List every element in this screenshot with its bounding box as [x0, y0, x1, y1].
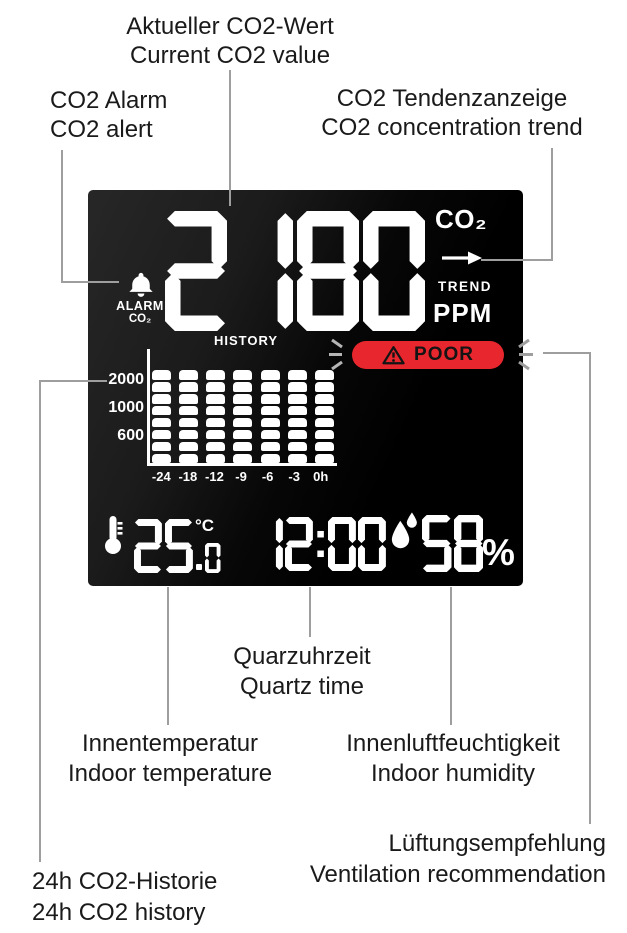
annotation-history-en: 24h CO2 history	[32, 899, 206, 926]
annotation-quartz-en: Quartz time	[239, 673, 365, 700]
temperature-decimal-digit	[205, 543, 221, 573]
ppm-unit-label: PPM	[433, 298, 493, 328]
annotation-current-co2-value	[55, 12, 405, 70]
x-tick-label: -3	[288, 469, 300, 484]
annotation-24h-history	[32, 866, 217, 928]
pointer-line-history-horizontal	[39, 380, 107, 382]
status-badge	[352, 341, 504, 369]
annotation-current-de: Aktueller CO2-Wert	[126, 13, 334, 40]
temperature-decimal-point	[196, 564, 202, 570]
pointer-line-ventilation-horizontal	[543, 352, 591, 354]
humidity-digits	[422, 515, 483, 572]
co2-value-digits	[165, 211, 425, 331]
x-tick-label: -9	[235, 469, 247, 484]
history-bars	[152, 366, 334, 463]
annotation-indoor-temperature	[20, 729, 320, 789]
pointer-line-ventilation-vertical	[589, 352, 591, 824]
annotation-temp-en: Indoor temperature	[67, 760, 273, 787]
temperature-unit-label: °C	[195, 516, 215, 535]
x-tick-label: 0h	[313, 469, 329, 484]
annotation-temp-de: Innentemperatur	[81, 730, 259, 757]
y-tick-label: 600	[117, 427, 144, 444]
history-bar-column	[288, 370, 307, 463]
history-label: HISTORY	[213, 333, 279, 348]
x-tick-label: -18	[178, 469, 198, 484]
history-bar-column	[233, 370, 252, 463]
right-arrow-icon	[442, 251, 482, 265]
thermometer-icon	[102, 515, 127, 555]
warning-triangle-icon	[382, 345, 405, 365]
y-tick-label: 2000	[108, 371, 144, 388]
trend-label: TREND	[438, 279, 492, 294]
pointer-line-history-vertical	[39, 380, 41, 862]
annotation-co2-trend	[277, 84, 627, 142]
annotation-current-en: Current CO2 value	[129, 42, 331, 69]
percent-label: %	[482, 532, 515, 573]
annotation-trend-de: CO2 Tendenzanzeige	[336, 85, 568, 112]
annotation-quartz-time	[152, 642, 452, 702]
pointer-line-alarm-horizontal	[61, 281, 119, 283]
history-x-axis	[147, 463, 337, 466]
annotation-ventilation	[310, 828, 606, 890]
pointer-line-trend-vertical	[551, 148, 553, 261]
history-bar-column	[261, 370, 280, 463]
annotation-trend-en: CO2 concentration trend	[321, 114, 583, 141]
blink-marks-right	[509, 337, 535, 372]
co2-gas-label: CO₂	[435, 204, 488, 234]
water-drop-icon	[390, 512, 418, 554]
temperature-digits	[134, 519, 193, 573]
x-tick-label: -24	[151, 469, 171, 484]
alarm-co2-label: CO₂	[128, 313, 152, 325]
bell-icon	[127, 271, 155, 299]
annotation-alarm-en: CO2 alert	[50, 116, 153, 143]
pointer-line-clock	[309, 587, 311, 637]
history-bar-column	[179, 370, 198, 463]
pointer-line-alarm-vertical	[61, 150, 63, 283]
annotation-vent-de: Lüftungsempfehlung	[388, 830, 606, 857]
history-x-labels	[148, 469, 334, 484]
x-tick-label: -12	[205, 469, 224, 484]
lcd-display	[88, 190, 523, 586]
pointer-line-humidity	[450, 587, 452, 725]
history-bar-column	[315, 370, 334, 463]
y-tick-label: 1000	[108, 399, 144, 416]
history-y-axis	[147, 349, 150, 466]
pointer-line-temperature	[167, 587, 169, 725]
status-label: POOR	[414, 344, 474, 365]
annotation-alarm-de: CO2 Alarm	[50, 87, 168, 114]
history-bar-column	[152, 370, 171, 463]
annotation-co2-alarm	[50, 86, 167, 144]
pointer-line-trend-horizontal	[481, 259, 553, 261]
annotation-indoor-humidity	[303, 729, 603, 789]
annotation-humidity-en: Indoor humidity	[370, 760, 536, 787]
annotation-quartz-de: Quarzuhrzeit	[233, 643, 371, 670]
x-tick-label: -6	[261, 469, 274, 484]
annotation-vent-en: Ventilation recommendation	[309, 861, 606, 888]
history-bar-column	[206, 370, 225, 463]
alarm-label: ALARM	[116, 299, 164, 313]
annotation-history-de: 24h CO2-Historie	[32, 868, 218, 895]
pointer-line-current-value	[229, 70, 231, 206]
clock-digits	[255, 517, 386, 571]
annotation-humidity-de: Innenluftfeuchtigkeit	[346, 730, 560, 757]
